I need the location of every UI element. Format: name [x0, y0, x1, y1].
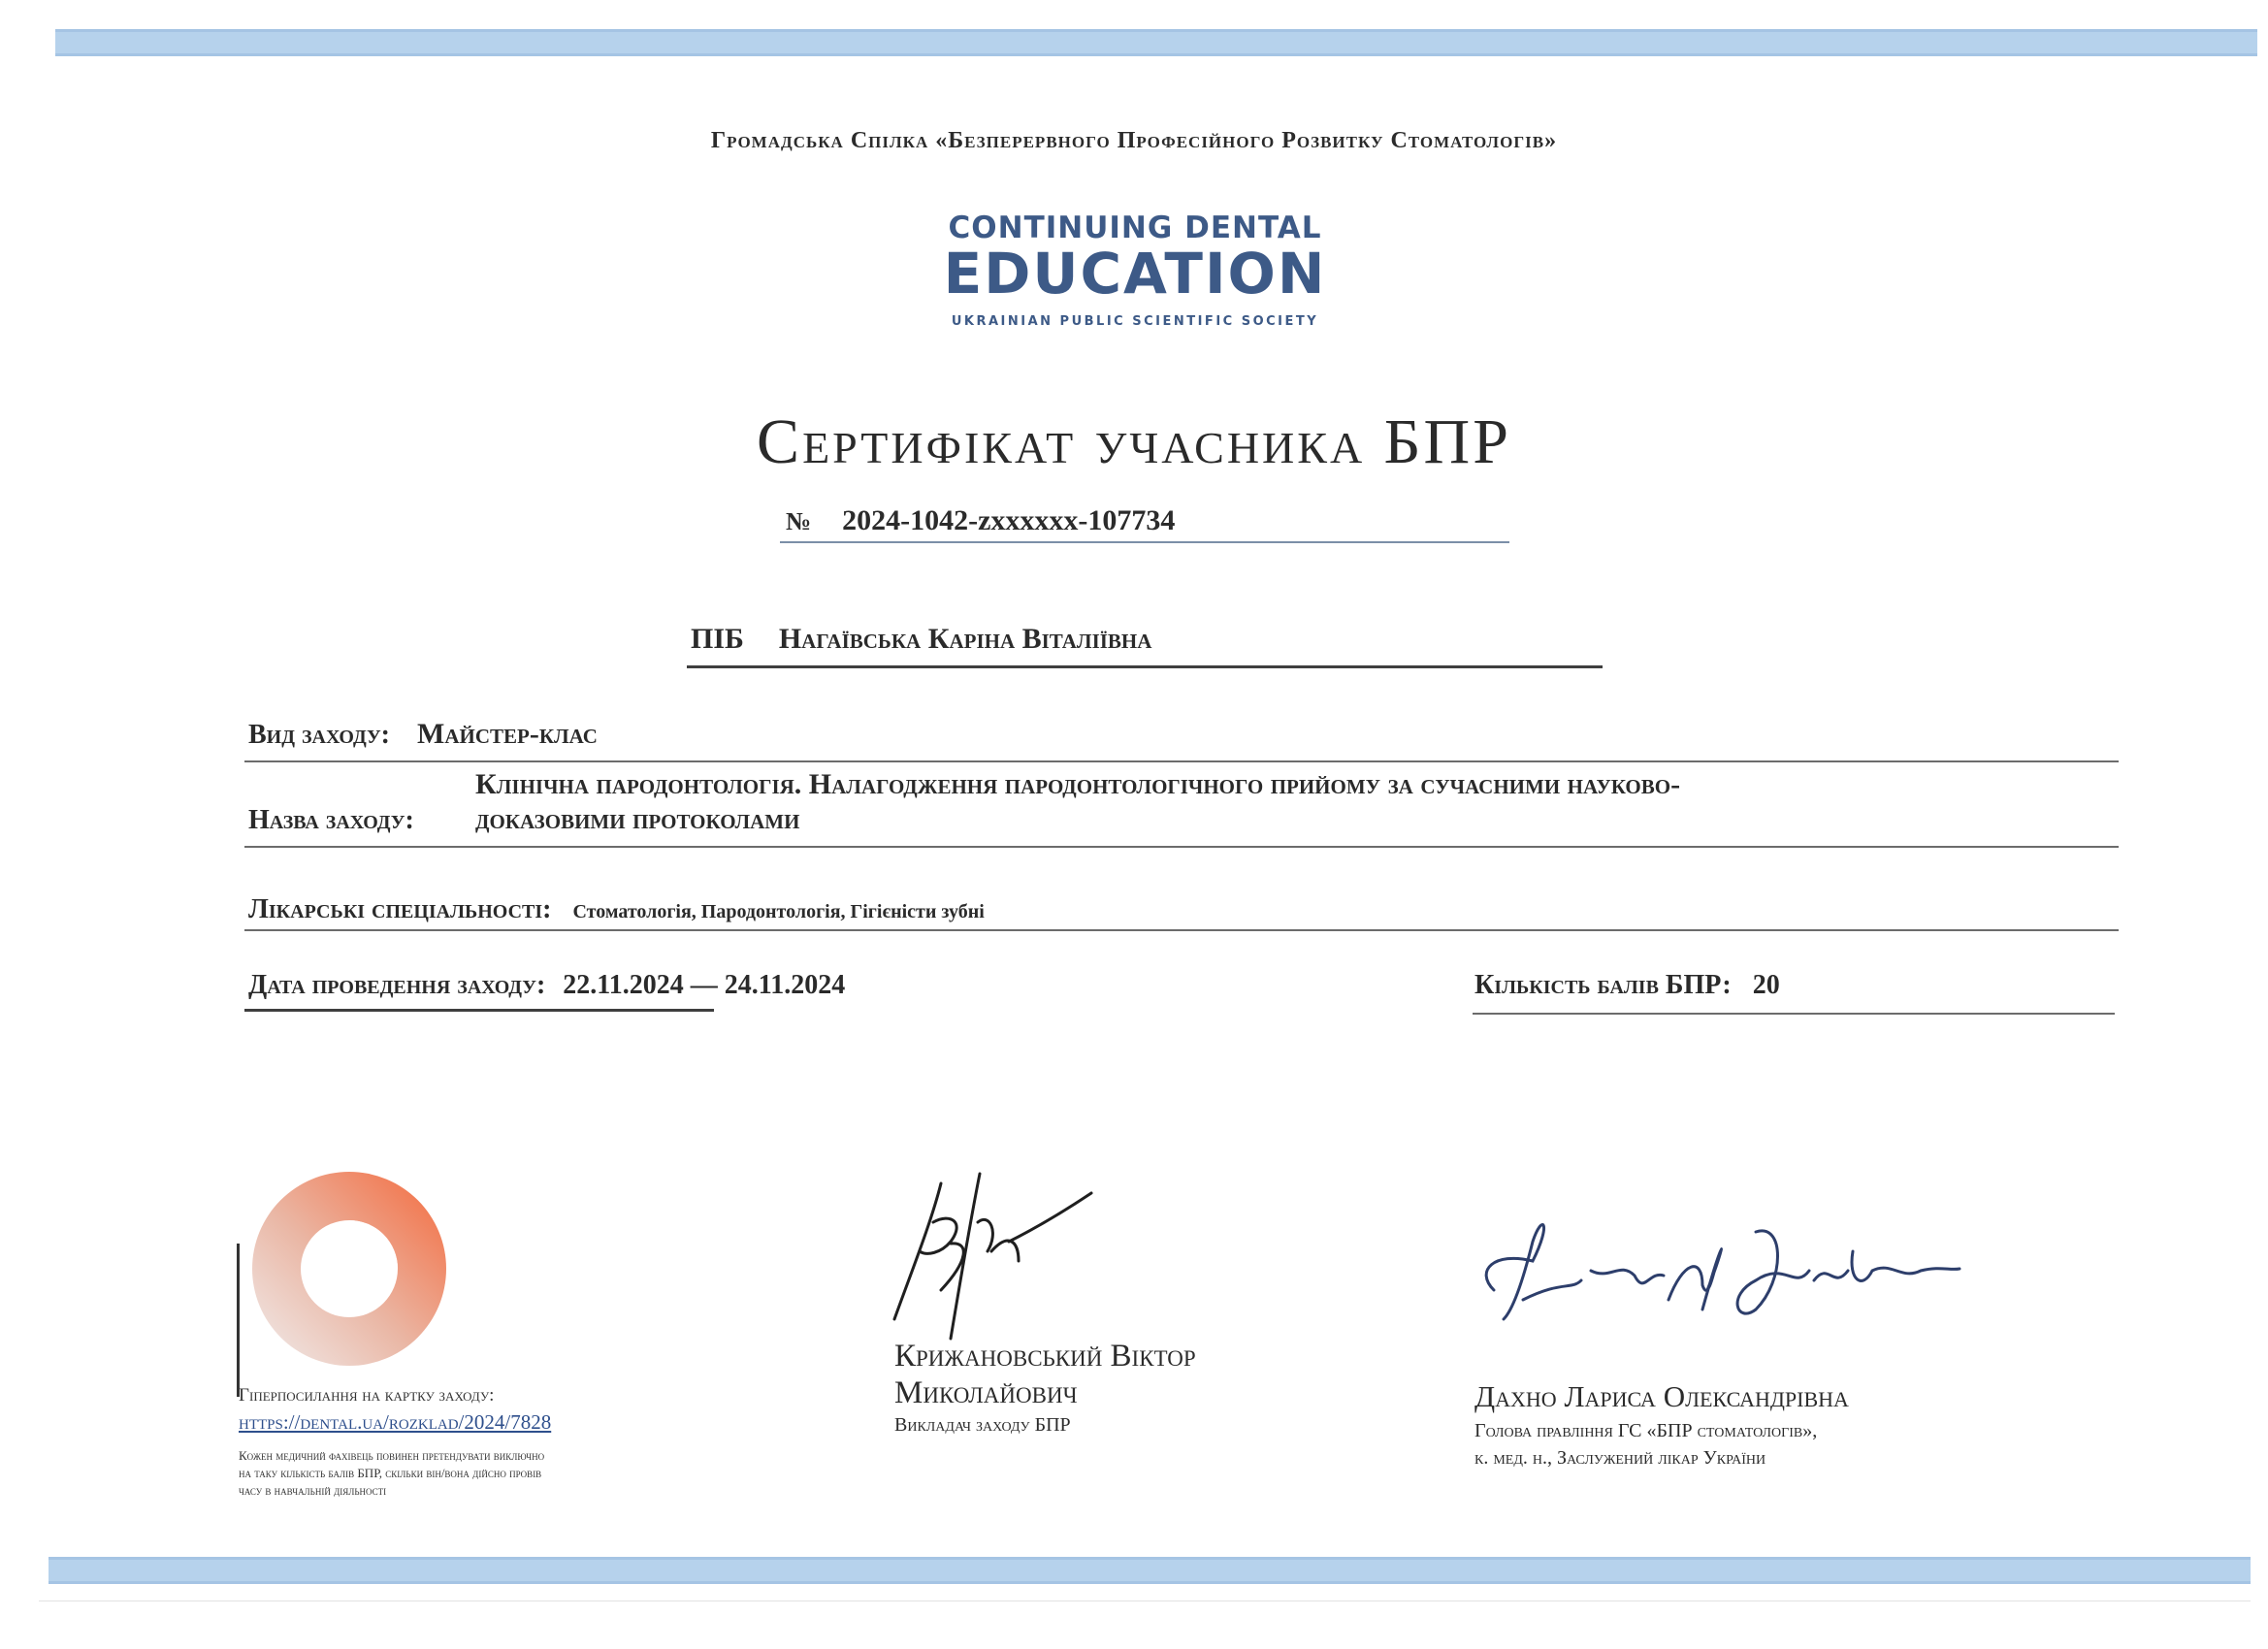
points-label: Кількість балів БПР:	[1474, 970, 1732, 1000]
number-underline	[780, 541, 1509, 543]
number-sign: №	[786, 507, 812, 535]
bottom-border-band	[49, 1557, 2251, 1584]
participant-label: ПІБ	[691, 623, 744, 655]
participant-row	[691, 623, 1151, 656]
specialties-value: Стоматологія, Пародонтологія, Гігієністи зубні	[572, 901, 985, 922]
event-type-underline	[244, 760, 2119, 762]
logo-line-society: UKRAINIAN PUBLIC SCIENTIFIC SOCIETY	[951, 314, 1319, 329]
link-note-line1: Кожен медичний фахівець повинен претендувати виключно	[239, 1448, 545, 1463]
logo-line-education: EDUCATION	[943, 241, 1327, 307]
certificate-number: 2024-1042-zxxxxxx-107734	[842, 504, 1176, 536]
event-name-line1: Клінічна пародонтологія. Налагодження пародонтологічного прийому за сучасними науково-	[475, 768, 1681, 800]
orange-ring-graphic	[233, 1145, 466, 1377]
event-name-line2: доказовими протоколами	[475, 803, 800, 835]
dates-underline	[244, 1009, 714, 1012]
certificate-title: Сертифікат учасника БПР	[757, 406, 1511, 477]
link-note-line2: на таку кількість балів БПР, скільки він/вона дійсно провів	[239, 1466, 542, 1480]
event-card-link[interactable]: https://dental.ua/rozklad/2024/7828	[239, 1410, 552, 1434]
link-note-line3: часу в навчальній діяльності	[239, 1483, 387, 1498]
logo-line-continuing-dental: CONTINUING DENTAL	[948, 210, 1322, 245]
bottom-faint-line	[39, 1600, 2251, 1601]
points-row	[1474, 970, 1780, 1001]
signature-dakhno	[1465, 1203, 1969, 1339]
dates-value: 22.11.2024 — 24.11.2024	[563, 970, 846, 1000]
specialties-row	[248, 894, 985, 925]
top-border-band	[55, 29, 2257, 56]
specialties-underline	[244, 929, 2119, 931]
points-underline	[1473, 1013, 2115, 1015]
organization-header: Громадська Спілка «Безперервного Професійного Розвитку Стоматологів»	[710, 128, 1558, 153]
dates-label: Дата проведення заходу:	[248, 970, 546, 1000]
event-name-label: Назва заходу:	[248, 805, 414, 835]
signatory1-role: Викладач заходу БПР	[894, 1414, 1071, 1436]
cde-logo	[931, 211, 1339, 329]
signatory1-name-line2: Миколайович	[894, 1375, 1078, 1410]
event-type-value: Майстер-клас	[417, 718, 598, 750]
link-note	[239, 1447, 544, 1500]
event-name-underline	[244, 846, 2119, 848]
event-type-row	[248, 718, 598, 751]
signatory2-role-line2: к. мед. н., Заслужений лікар України	[1474, 1447, 1766, 1469]
points-value: 20	[1752, 970, 1780, 1000]
certificate-number-row	[786, 504, 1175, 537]
link-label: Гіперпосилання на картку заходу:	[239, 1385, 495, 1406]
signature-krizhanovskyi	[873, 1164, 1106, 1348]
signatory2-role-line1: Голова правління ГС «БПР стоматологів»,	[1474, 1420, 1818, 1441]
event-type-label: Вид заходу:	[248, 720, 390, 750]
participant-name: Нагаївська Каріна Віталіївна	[778, 623, 1152, 655]
dates-row	[248, 970, 845, 1001]
left-margin-bracket	[237, 1244, 240, 1397]
signatory1-name-line1: Крижановський Віктор	[894, 1339, 1196, 1374]
participant-underline	[687, 665, 1603, 668]
specialties-label: Лікарські спеціальності:	[248, 894, 552, 924]
signatory2-name: Дахно Лариса Олександрівна	[1474, 1379, 1849, 1413]
